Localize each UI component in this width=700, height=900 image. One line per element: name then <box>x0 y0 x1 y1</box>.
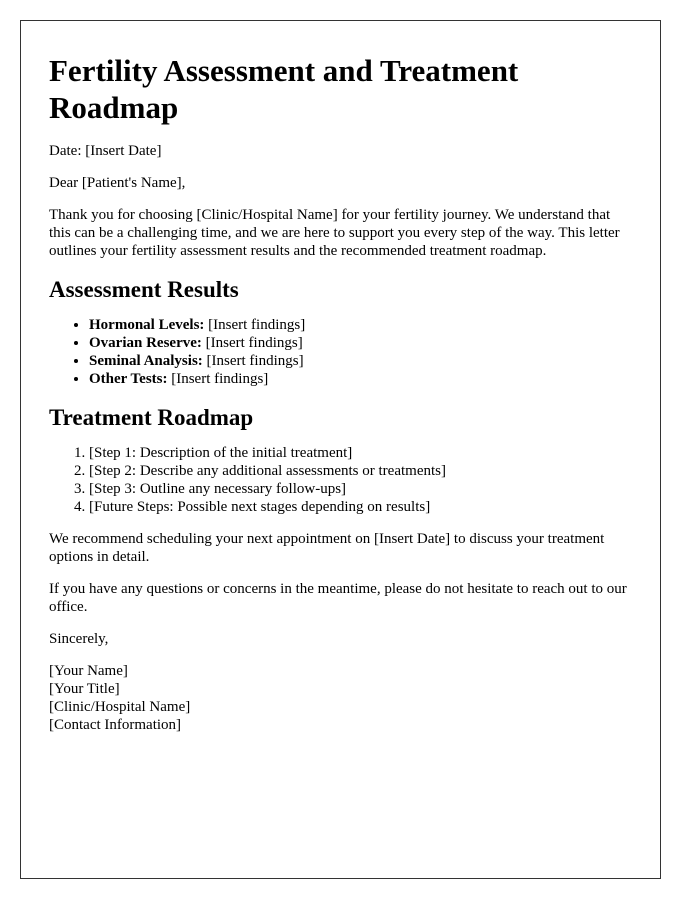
item-value: [Insert findings] <box>204 317 306 333</box>
signature-name: [Your Name] <box>49 663 128 679</box>
item-label: Seminal Analysis: <box>89 353 203 369</box>
questions-paragraph: If you have any questions or concerns in the meantime, please do not hesitate to reach out to our office. <box>49 581 627 615</box>
signature-title: [Your Title] <box>49 681 120 697</box>
list-item <box>89 316 632 334</box>
list-item <box>89 370 632 388</box>
list-item: 4. [Future Steps: Possible next stages depending on results] <box>89 498 632 516</box>
roadmap-heading: Treatment Roadmap <box>49 405 254 430</box>
list-item: 1. [Step 1: Description of the initial treatment] <box>89 444 632 462</box>
greeting: Dear [Patient's Name], <box>49 175 186 191</box>
item-label: Ovarian Reserve: <box>89 335 202 351</box>
recommendation-paragraph: We recommend scheduling your next appointment on [Insert Date] to discuss your treatment options in detail. <box>49 531 605 565</box>
list-item: 2. [Step 2: Describe any additional assessments or treatments] <box>89 462 632 480</box>
signature-block <box>49 662 632 734</box>
intro-paragraph: Thank you for choosing [Clinic/Hospital Name] for your fertility journey. We understand that this can be a challenging time, and we are here to support you every step of the way. This letter outlines your fertility assessment results and the recommended treatment roadmap. <box>49 207 620 259</box>
item-value: [Insert findings] <box>167 371 269 387</box>
roadmap-list <box>49 444 632 516</box>
signature-clinic: [Clinic/Hospital Name] <box>49 699 191 715</box>
list-item <box>89 352 632 370</box>
item-value: [Insert findings] <box>201 335 303 351</box>
list-item: 3. [Step 3: Outline any necessary follow-ups] <box>89 480 632 498</box>
date-line: Date: [Insert Date] <box>49 143 162 159</box>
assessment-list <box>49 316 632 388</box>
item-label: Hormonal Levels: <box>89 317 205 333</box>
signature-contact: [Contact Information] <box>49 717 182 733</box>
item-label: Other Tests: <box>89 371 168 387</box>
closing: Sincerely, <box>49 631 109 647</box>
letter-page <box>20 20 661 879</box>
page-title: Fertility Assessment and Treatment Roadmap <box>49 53 519 125</box>
list-item <box>89 334 632 352</box>
assessment-heading: Assessment Results <box>49 277 239 302</box>
item-value: [Insert findings] <box>202 353 304 369</box>
